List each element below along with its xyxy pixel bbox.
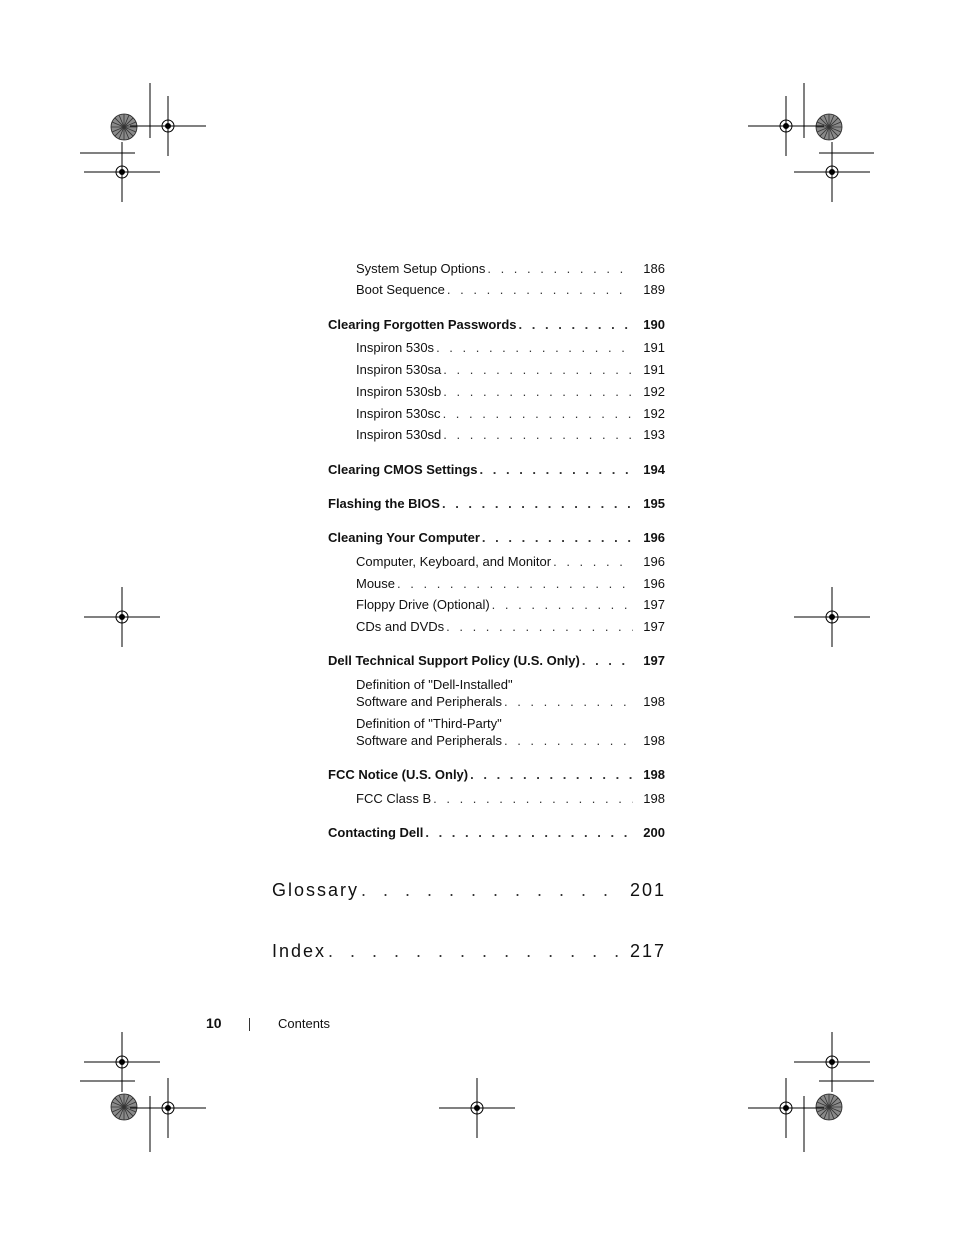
toc-entry-mouse[interactable] <box>356 575 665 592</box>
toc-title: System Setup Options <box>356 261 486 276</box>
toc-leader-dots <box>487 260 633 277</box>
toc-title: Computer, Keyboard, and Monitor <box>356 554 552 569</box>
toc-leader-dots <box>361 879 624 901</box>
toc-page-number: 191 <box>643 362 665 377</box>
toc-entry-inspiron-530s[interactable] <box>356 339 665 356</box>
toc-title: Software and Peripherals <box>356 733 502 748</box>
toc-page-number: 198 <box>643 767 665 782</box>
toc-entry-dell-technical-support-policy[interactable] <box>328 652 665 669</box>
toc-entry-floppy-drive[interactable] <box>356 596 665 613</box>
toc-page-number: 200 <box>643 825 665 840</box>
toc-leader-dots <box>480 461 633 478</box>
toc-entry-clearing-forgotten-passwords[interactable] <box>328 316 665 333</box>
toc-entry-cds-and-dvds[interactable] <box>356 618 665 635</box>
toc-title: Floppy Drive (Optional) <box>356 597 490 612</box>
toc-entry-boot-sequence[interactable] <box>356 281 665 298</box>
toc-entry-def-third-party[interactable] <box>356 732 665 749</box>
toc-leader-dots <box>328 940 624 962</box>
toc-leader-dots <box>504 732 633 749</box>
toc-title: Flashing the BIOS <box>328 496 440 511</box>
toc-entry-system-setup-options[interactable] <box>356 260 665 277</box>
toc-page-number: 190 <box>643 317 665 332</box>
toc-page-number: 189 <box>643 282 665 297</box>
toc-leader-dots <box>443 405 633 422</box>
toc-entry-fcc-class-b[interactable] <box>356 790 665 807</box>
toc-leader-dots <box>443 383 633 400</box>
toc-title: Inspiron 530sd <box>356 427 442 442</box>
toc-page-number: 195 <box>643 496 665 511</box>
bottom-center-mark <box>439 1078 515 1138</box>
toc-entry-def-dell-installed-line1[interactable]: Definition of "Dell-Installed" <box>356 677 513 692</box>
toc-page-number: 193 <box>643 427 665 442</box>
toc-title: Index <box>272 941 327 961</box>
toc-entry-cleaning-your-computer[interactable] <box>328 529 665 546</box>
toc-chapter-glossary[interactable] <box>272 879 667 901</box>
toc-title: FCC Notice (U.S. Only) <box>328 767 469 782</box>
middle-left-mark <box>84 587 160 647</box>
toc-leader-dots <box>482 529 633 546</box>
toc-page-number: 198 <box>643 791 665 806</box>
toc-title: Inspiron 530sb <box>356 384 442 399</box>
toc-leader-dots <box>425 824 633 841</box>
toc-page-number: 194 <box>643 462 665 477</box>
footer-section-label: Contents <box>278 1016 331 1031</box>
toc-leader-dots <box>433 790 633 807</box>
toc-entry-flashing-the-bios[interactable] <box>328 495 665 512</box>
toc-leader-dots <box>436 339 633 356</box>
toc-entry-def-dell-installed[interactable] <box>356 693 665 710</box>
toc-entry-def-third-party-line1[interactable]: Definition of "Third-Party" <box>356 716 502 731</box>
toc-entry-inspiron-530sd[interactable] <box>356 426 665 443</box>
toc-leader-dots <box>443 361 633 378</box>
top-left-marks <box>80 83 206 202</box>
toc-leader-dots <box>446 618 633 635</box>
toc-leader-dots <box>443 426 633 443</box>
toc-entry-inspiron-530sb[interactable] <box>356 383 665 400</box>
toc-leader-dots <box>442 495 633 512</box>
toc-title: FCC Class B <box>356 791 432 806</box>
toc-title: Dell Technical Support Policy (U.S. Only) <box>328 653 580 668</box>
toc-page-number: 186 <box>643 261 665 276</box>
top-right-marks <box>748 83 874 202</box>
toc-entry-contacting-dell[interactable] <box>328 824 665 841</box>
toc-page-number: 192 <box>643 384 665 399</box>
toc-leader-dots <box>492 596 633 613</box>
toc-page-number: 197 <box>643 597 665 612</box>
bottom-right-marks <box>748 1032 874 1152</box>
toc-leader-dots <box>397 575 633 592</box>
toc-leader-dots <box>582 652 633 669</box>
toc-leader-dots <box>504 693 633 710</box>
toc-page-number: 196 <box>643 576 665 591</box>
bottom-left-marks <box>80 1032 206 1152</box>
toc-title: Software and Peripherals <box>356 694 502 709</box>
toc-title: Mouse <box>356 576 396 591</box>
toc-title: Inspiron 530s <box>356 340 435 355</box>
middle-right-mark <box>794 587 870 647</box>
toc-entry-clearing-cmos-settings[interactable] <box>328 461 665 478</box>
toc-entry-inspiron-530sc[interactable] <box>356 405 665 422</box>
toc-page-number: 196 <box>643 530 665 545</box>
toc-leader-dots <box>470 766 633 783</box>
toc-entry-fcc-notice[interactable] <box>328 766 665 783</box>
toc-page-number: 197 <box>643 619 665 634</box>
toc-leader-dots <box>519 316 633 333</box>
toc-page-number: 191 <box>643 340 665 355</box>
toc-entry-inspiron-530sa[interactable] <box>356 361 665 378</box>
toc-title: Contacting Dell <box>328 825 424 840</box>
toc-page-number: 196 <box>643 554 665 569</box>
toc-page-number: 198 <box>643 733 665 748</box>
toc-title: Cleaning Your Computer <box>328 530 480 545</box>
toc-page-number: 198 <box>643 694 665 709</box>
toc-page-number: 217 <box>630 941 667 961</box>
toc-page-number: 192 <box>643 406 665 421</box>
toc-title: Inspiron 530sc <box>356 406 441 421</box>
toc-entry-computer-keyboard-monitor[interactable] <box>356 553 665 570</box>
toc-page-number: 197 <box>643 653 665 668</box>
toc-title: Boot Sequence <box>356 282 445 297</box>
toc-title: Glossary <box>272 880 360 900</box>
footer-divider <box>249 1018 250 1031</box>
toc-leader-dots <box>447 281 633 298</box>
toc-page-number: 201 <box>630 880 667 900</box>
toc-leader-dots <box>553 553 633 570</box>
toc-chapter-index[interactable] <box>272 940 667 962</box>
toc-title: Inspiron 530sa <box>356 362 442 377</box>
footer-page-number: 10 <box>206 1015 222 1031</box>
toc-title: CDs and DVDs <box>356 619 445 634</box>
toc-title: Clearing CMOS Settings <box>328 462 478 477</box>
toc-title: Clearing Forgotten Passwords <box>328 317 517 332</box>
